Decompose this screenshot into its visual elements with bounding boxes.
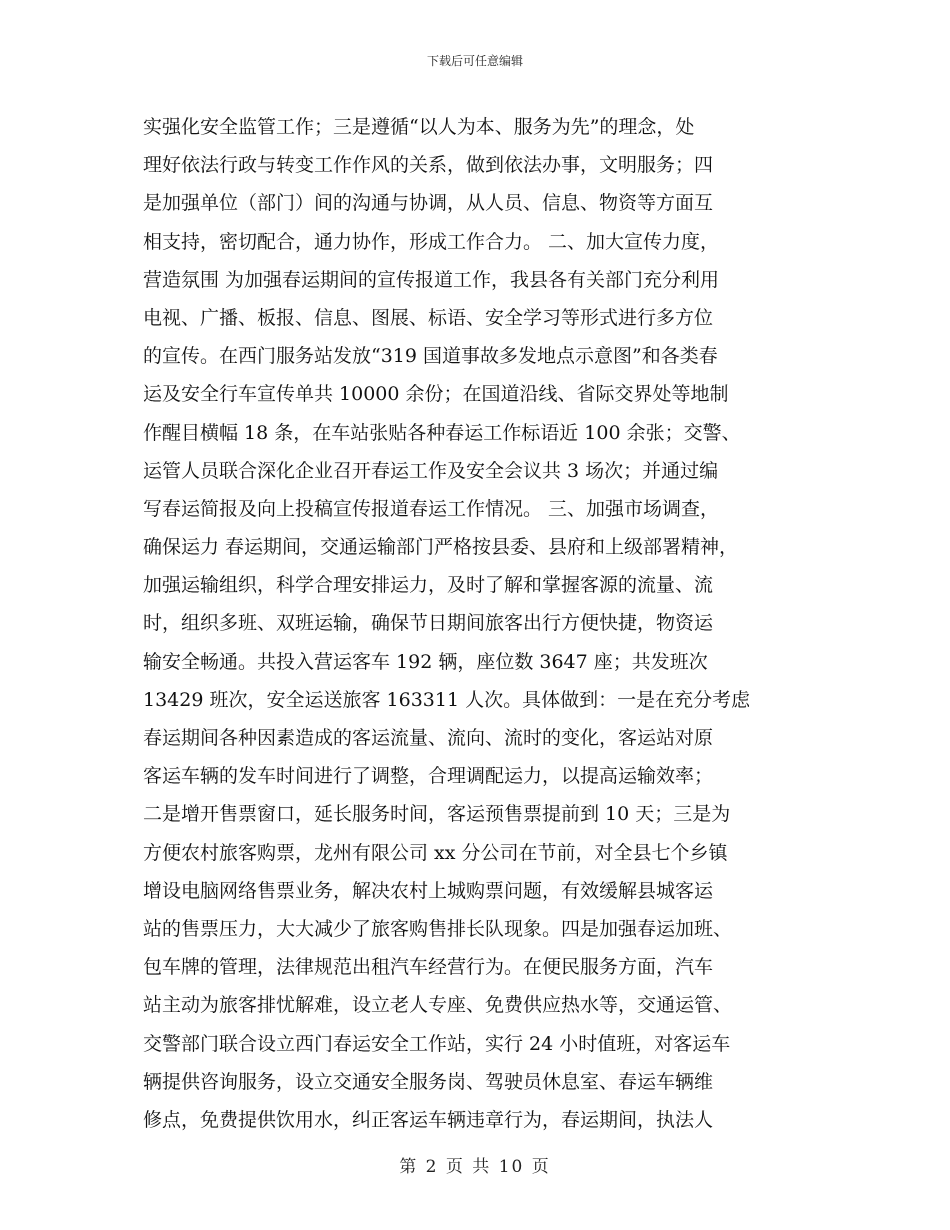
page-header: 下载后可任意编辑	[426, 54, 523, 68]
body-line: 客运车辆的发车时间进行了调整，合理调配运力，以提高运输效率；	[143, 765, 714, 788]
body-line: 电视、广播、板报、信息、图展、标语、安全学习等形式进行多方位	[143, 306, 714, 329]
body-line: 站的售票压力，大大减少了旅客购售排长队现象。四是加强春运加班、	[143, 917, 733, 940]
body-line: 站主动为旅客排忧解难，设立老人专座、免费供应热水等，交通运管、	[143, 994, 733, 1017]
body-line: 是加强单位（部门）间的沟通与协调，从人员、信息、物资等方面互	[143, 192, 714, 215]
body-line: 的宣传。在西门服务站发放“319 国道事故多发地点示意图”和各类春	[143, 345, 718, 368]
body-line: 运及安全行车宣传单共 10000 余份；在国道沿线、省际交界处等地制	[143, 383, 729, 406]
body-line: 理好依法行政与转变工作作风的关系，做到依法办事，文明服务；四	[143, 154, 714, 177]
body-line: 13429 班次，安全运送旅客 163311 人次。具体做到：一是在充分考虑	[143, 688, 751, 711]
body-line: 相支持，密切配合，通力协作，形成工作合力。 二、加大宣传力度，	[143, 230, 720, 253]
body-line: 包车牌的管理，法律规范出租汽车经营行为。在便民服务方面，汽车	[143, 956, 714, 979]
body-line: 输安全畅通。共投入营运客车 192 辆，座位数 3647 座；共发班次	[143, 650, 708, 673]
body-line: 春运期间各种因素造成的客运流量、流向、流时的变化，客运站对原	[143, 727, 714, 749]
body-line: 营造氛围 为加强春运期间的宣传报道工作，我县各有关部门充分利用	[143, 268, 720, 291]
body-line: 辆提供咨询服务，设立交通安全服务岗、驾驶员休息室、春运车辆维	[143, 1070, 714, 1093]
body-line: 实强化安全监管工作；三是遵循“以人为本、服务为先”的理念，处	[143, 116, 695, 138]
body-line: 作醒目横幅 18 条，在车站张贴各种春运工作标语近 100 余张；交警、	[143, 421, 741, 444]
body-line: 方便农村旅客购票，龙州有限公司 xx 分公司在节前，对全县七个乡镇	[143, 841, 728, 864]
body-line: 加强运输组织，科学合理安排运力，及时了解和掌握客源的流量、流	[143, 574, 714, 597]
body-line: 确保运力 春运期间，交通运输部门严格按县委、县府和上级部署精神，	[143, 536, 739, 559]
body-line: 二是增开售票窗口，延长服务时间，客运预售票提前到 10 天；三是为	[143, 803, 731, 826]
page-number-footer: 第 2 页 共 10 页	[399, 1157, 551, 1177]
body-line: 运管人员联合深化企业召开春运工作及安全会议共 3 场次；并通过编	[143, 459, 719, 482]
body-line: 修点，免费提供饮用水，纠正客运车辆违章行为，春运期间，执法人	[143, 1108, 714, 1131]
body-line: 增设电脑网络售票业务，解决农村上城购票问题，有效缓解县城客运	[143, 879, 714, 902]
document-body	[143, 108, 833, 1139]
body-line: 交警部门联合设立西门春运安全工作站，实行 24 小时值班，对客运车	[143, 1032, 731, 1055]
body-line: 时，组织多班、双班运输，确保节日期间旅客出行方便快捷，物资运	[143, 612, 714, 635]
body-line: 写春运简报及向上投稿宣传报道春运工作情况。 三、加强市场调查，	[143, 497, 720, 520]
